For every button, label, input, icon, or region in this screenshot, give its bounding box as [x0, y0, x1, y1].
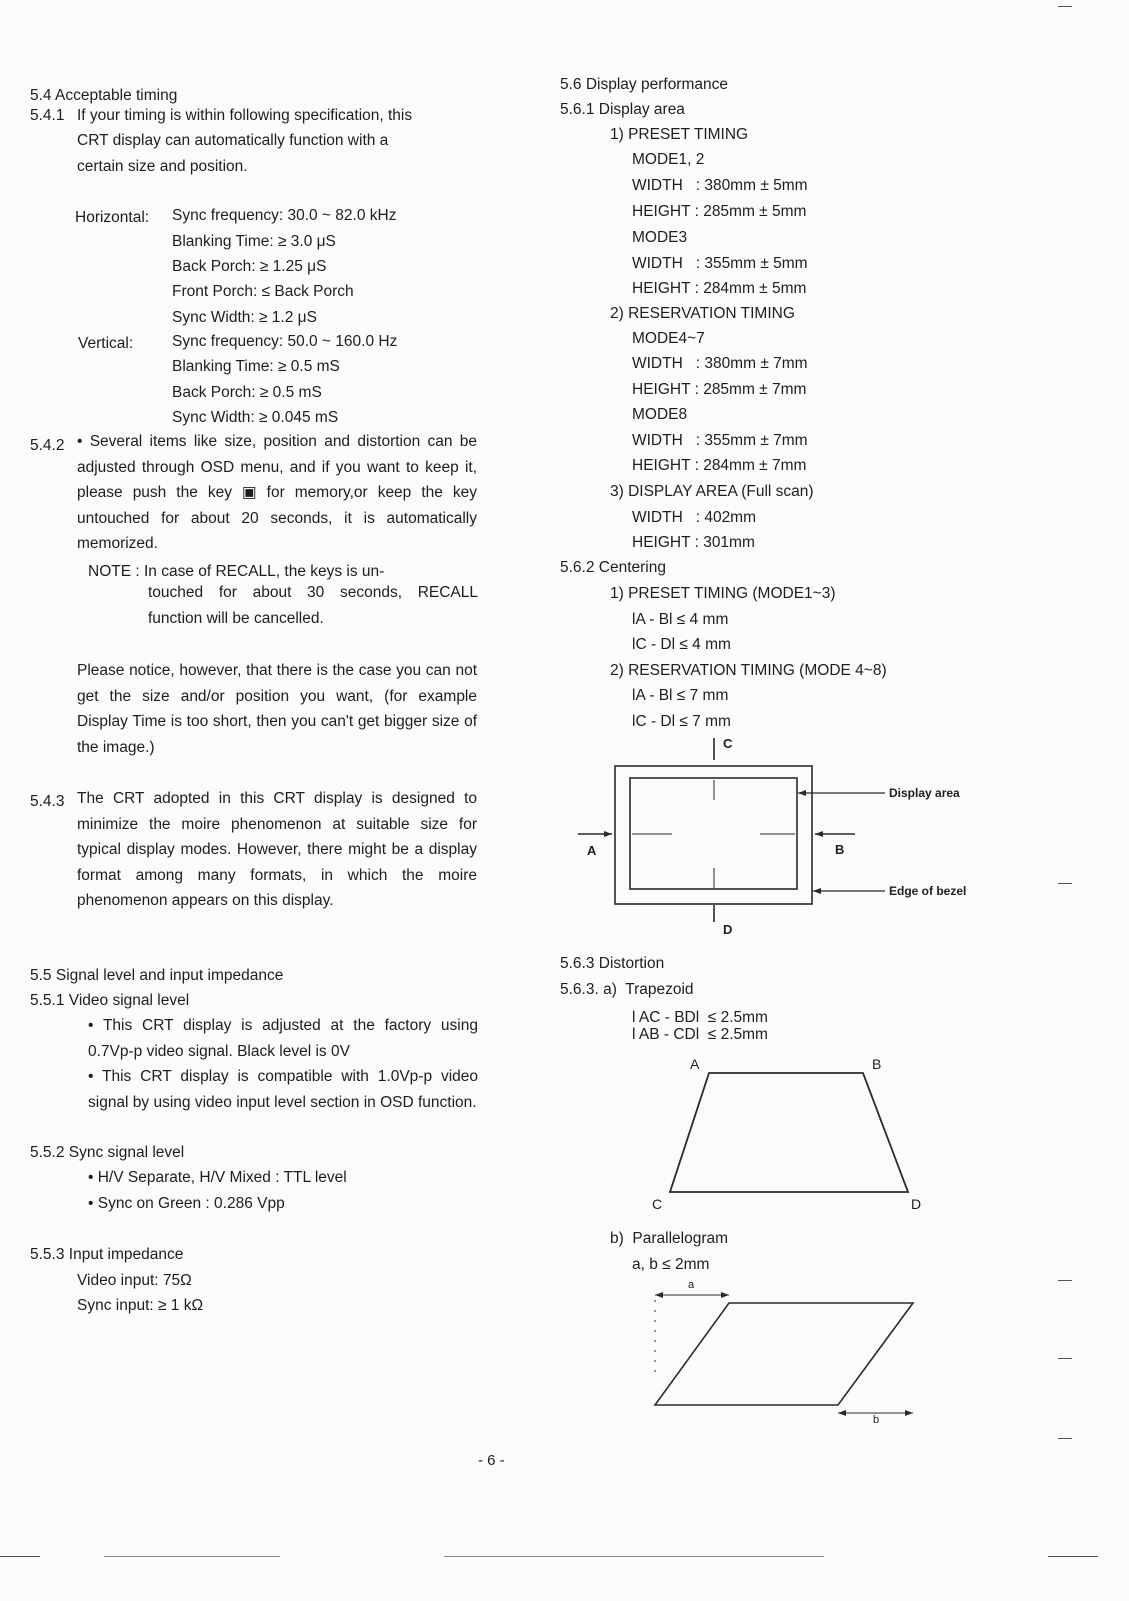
section-5-4-3-text: The CRT adopted in this CRT display is designed to minimize the moire phenomenon at suitable size for typical display modes. However, there might be a display format among many formats, in which the moire phenomenon appears on this display. [77, 790, 477, 909]
notice-paragraph: Please notice, however, that there is the case you can not get the size and/or position you want, (for example Display Time is too short, then you can't get bigger size of the image.) [77, 662, 477, 756]
scan-edge-mark [1058, 1280, 1072, 1281]
scan-edge-mark [1058, 1438, 1072, 1439]
scan-rule [104, 1556, 280, 1557]
trapezoid-formula-1: l AC - BDl ≤ 2.5mm [632, 1009, 768, 1026]
video-level-bullet-1: • This CRT display is adjusted at the factory using 0.7Vp-p video signal. Black level is 0V [88, 1017, 478, 1060]
sync-input-impedance: Sync input: ≥ 1 kΩ [77, 1297, 204, 1314]
section-5-6-3-heading: 5.6.3 Distortion [560, 955, 665, 972]
preset-timing-heading: 1) PRESET TIMING [610, 126, 749, 143]
note-continuation: touched for about 30 seconds, RECALL function will be cancelled. [148, 584, 478, 627]
trapezoid-label-b: B [872, 1056, 882, 1072]
diagram-label-d: D [723, 922, 733, 937]
video-input-impedance: Video input: 75Ω [77, 1272, 192, 1289]
horizontal-back-porch: Back Porch: ≥ 1.25 μS [172, 258, 327, 275]
section-5-4-1-line2: CRT display can automatically function with a [77, 132, 389, 149]
horizontal-label: Horizontal: [75, 209, 150, 226]
sync-level-bullet-1: • H/V Separate, H/V Mixed : TTL level [88, 1169, 347, 1186]
centering-preset-ab: lA - Bl ≤ 4 mm [632, 611, 729, 628]
trapezoid-label-d: D [911, 1196, 922, 1212]
mode-1-2-width: WIDTH : 380mm ± 5mm [632, 177, 808, 194]
mode-8-label: MODE8 [632, 406, 688, 423]
trapezoid-label-c: C [652, 1196, 663, 1212]
section-5-4-1-line1: If your timing is within following specification, this [77, 107, 413, 124]
vertical-sync-width: Sync Width: ≥ 0.045 mS [172, 409, 339, 426]
section-5-4-1-line3: certain size and position. [77, 158, 248, 175]
section-5-5-3-heading: 5.5.3 Input impedance [30, 1246, 184, 1263]
centering-reservation-ab: lA - Bl ≤ 7 mm [632, 687, 729, 704]
horizontal-front-porch: Front Porch: ≤ Back Porch [172, 283, 354, 300]
vertical-sync-frequency: Sync frequency: 50.0 ~ 160.0 Hz [172, 333, 398, 350]
mode-1-2-height: HEIGHT : 285mm ± 5mm [632, 203, 807, 220]
section-5-4-2-text: • Several items like size, position and distortion can be adjusted through OSD menu, and if you want to keep it, please push the key ▣ for memory,or keep the key untouched for about 20 seconds, it is automatically memorized. [77, 433, 477, 552]
mode-3-width: WIDTH : 355mm ± 5mm [632, 255, 808, 272]
vertical-blanking-time: Blanking Time: ≥ 0.5 mS [172, 358, 340, 375]
full-scan-width: WIDTH : 402mm [632, 509, 757, 526]
parallelogram-label-b: b [873, 1414, 880, 1426]
section-5-4-1-number: 5.4.1 [30, 107, 65, 124]
video-level-bullet-2: • This CRT display is compatible with 1.0Vp-p video signal by using video input level section in OSD function. [88, 1068, 478, 1111]
horizontal-blanking-time: Blanking Time: ≥ 3.0 μS [172, 233, 336, 250]
section-5-5-2-heading: 5.5.2 Sync signal level [30, 1144, 185, 1161]
scan-rule [1048, 1556, 1098, 1557]
section-5-6-2-heading: 5.6.2 Centering [560, 559, 666, 576]
mode-8-width: WIDTH : 355mm ± 7mm [632, 432, 808, 449]
page-number: - 6 - [478, 1452, 505, 1469]
mode-4-7-label: MODE4~7 [632, 330, 705, 347]
centering-reservation-heading: 2) RESERVATION TIMING (MODE 4~8) [610, 662, 887, 679]
vertical-back-porch: Back Porch: ≥ 0.5 mS [172, 384, 322, 401]
mode-3-height: HEIGHT : 284mm ± 5mm [632, 280, 807, 297]
diagram-label-b: B [835, 842, 845, 857]
parallelogram-formula: a, b ≤ 2mm [632, 1256, 710, 1273]
mode-4-7-width: WIDTH : 380mm ± 7mm [632, 355, 808, 372]
full-scan-heading: 3) DISPLAY AREA (Full scan) [610, 483, 814, 500]
section-5-4-2-number: 5.4.2 [30, 437, 65, 454]
centering-preset-heading: 1) PRESET TIMING (MODE1~3) [610, 585, 836, 602]
scan-edge-mark [1058, 883, 1072, 884]
reservation-timing-heading: 2) RESERVATION TIMING [610, 305, 795, 322]
centering-preset-cd: lC - Dl ≤ 4 mm [632, 636, 731, 653]
parallelogram-label-a: a [688, 1279, 695, 1291]
section-b-parallelogram-heading: b) Parallelogram [610, 1230, 729, 1247]
section-5-5-heading: 5.5 Signal level and input impedance [30, 967, 284, 984]
diagram-label-c: C [723, 736, 733, 751]
section-5-6-1-heading: 5.6.1 Display area [560, 101, 685, 118]
scan-rule [444, 1556, 824, 1557]
sync-level-bullet-2: • Sync on Green : 0.286 Vpp [88, 1195, 285, 1212]
section-5-6-heading: 5.6 Display performance [560, 76, 728, 93]
mode-8-height: HEIGHT : 284mm ± 7mm [632, 457, 807, 474]
section-5-4-3-number: 5.4.3 [30, 793, 65, 810]
scan-rule [0, 1556, 40, 1557]
note-first-line: NOTE : In case of RECALL, the keys is un- [88, 563, 385, 580]
diagram-label-a: A [587, 843, 597, 858]
centering-reservation-cd: lC - Dl ≤ 7 mm [632, 713, 731, 730]
horizontal-sync-frequency: Sync frequency: 30.0 ~ 82.0 kHz [172, 207, 397, 224]
diagram-label-display-area: Display area [889, 786, 960, 800]
scan-edge-mark [1058, 6, 1072, 7]
mode-3-label: MODE3 [632, 229, 688, 246]
section-5-6-3-a-heading: 5.6.3. a) Trapezoid [560, 981, 694, 998]
trapezoid-formula-2: l AB - CDl ≤ 2.5mm [632, 1026, 768, 1043]
mode-4-7-height: HEIGHT : 285mm ± 7mm [632, 381, 807, 398]
diagram-label-edge-of-bezel: Edge of bezel [889, 884, 967, 898]
horizontal-sync-width: Sync Width: ≥ 1.2 μS [172, 309, 317, 326]
mode-1-2-label: MODE1, 2 [632, 151, 705, 168]
vertical-label: Vertical: [78, 335, 134, 352]
trapezoid-label-a: A [690, 1056, 700, 1072]
scan-edge-mark [1058, 1358, 1072, 1359]
section-5-4-heading: 5.4 Acceptable timing [30, 87, 178, 104]
full-scan-height: HEIGHT : 301mm [632, 534, 755, 551]
section-5-5-1-heading: 5.5.1 Video signal level [30, 992, 190, 1009]
